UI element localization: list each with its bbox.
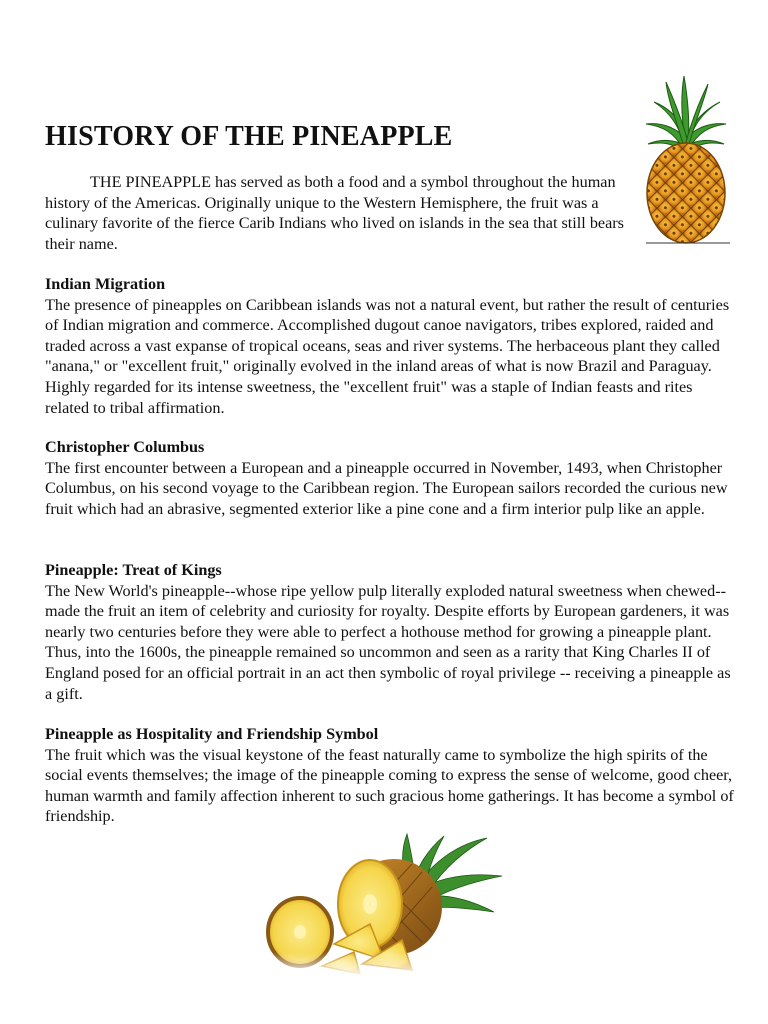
section-body: The New World's pineapple--whose ripe yellow pulp literally exploded natural sweetness when chewed--made the fruit an item of celebrity and curiosity for royalty. Despite efforts by European gardeners, it was nearly two centuries before they were able to perfect a hothouse method for growing a pineapple plant. Thus, into the 1600s, the pineapple remained so uncommon and seen as a rarity that King Charles II of England posed for an official portrait in an act then symbolic of royal privilege -- receiving a pineapple as a gift. bbox=[45, 581, 731, 703]
pineapple-clipart-icon bbox=[640, 72, 732, 246]
section-indian-migration bbox=[45, 274, 735, 418]
intro-paragraph: THE PINEAPPLE has served as both a food and a symbol throughout the human history of the Americas. Originally unique to the Western Hemisphere, the fruit was a culinary favorite of the fierce Carib Indians who lived on islands in the sea that still bears their name. bbox=[45, 173, 624, 253]
section-christopher-columbus bbox=[45, 437, 735, 519]
section-body: The presence of pineapples on Caribbean islands was not a natural event, but rather the result of centuries of Indian migration and commerce. Accomplished dugout canoe navigators, tribes explored, raided and traded across a vast expanse of tropical oceans, seas and river systems. The herbaceous plant they called "anana," or "excellent fruit," originally evolved in the inland areas of what is now Brazil and Paraguay. Highly regarded for its intense sweetness, the "excellent fruit" was a staple of Indian feasts and rites related to tribal affirmation. bbox=[45, 295, 730, 417]
sliced-pineapple-photo-icon bbox=[262, 832, 507, 977]
section-heading: Indian Migration bbox=[45, 275, 166, 293]
section-body: The first encounter between a European and a pineapple occurred in November, 1493, when Christopher Columbus, on his second voyage to the Caribbean region. The European sailors recorded the curious new fruit which had an abrasive, segmented exterior like a pine cone and a firm interior pulp like an apple. bbox=[45, 458, 728, 518]
section-body: The fruit which was the visual keystone of the feast naturally came to symbolize the high spirits of the social events themselves; the image of the pineapple coming to express the sense of welcome, good cheer, human warmth and family affection inherent to such gracious home gatherings. It has become a symbol of friendship. bbox=[45, 745, 734, 826]
section-heading: Christopher Columbus bbox=[45, 438, 205, 456]
page-title: HISTORY OF THE PINEAPPLE bbox=[45, 121, 453, 152]
section-heading: Pineapple: Treat of Kings bbox=[45, 561, 222, 579]
section-hospitality-symbol bbox=[45, 724, 735, 827]
section-treat-of-kings bbox=[45, 560, 735, 704]
section-heading: Pineapple as Hospitality and Friendship Symbol bbox=[45, 725, 379, 743]
